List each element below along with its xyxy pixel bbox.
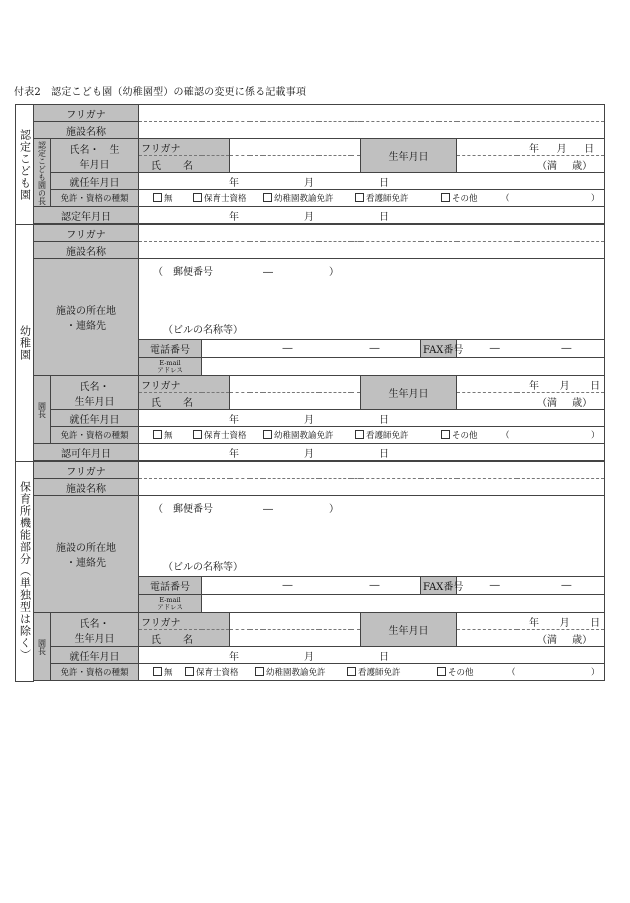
hoikusho-head-name-birth-label [51, 613, 139, 647]
month-text: 月 [559, 380, 570, 392]
hoikusho-email-field[interactable] [202, 595, 605, 613]
age-open-text: （満 [537, 160, 557, 172]
address-label-2: ・連絡先 [66, 321, 106, 332]
opt-youchien-text: 幼稚園教諭免許 [266, 668, 326, 678]
mei-text: 名 [183, 160, 193, 172]
nintei-head-name-birth-label [51, 139, 139, 173]
year-text: 年 [229, 448, 239, 460]
year-text: 年 [229, 211, 239, 223]
day-text: 日 [379, 448, 389, 460]
month-text: 月 [559, 617, 570, 629]
mei-text: 名 [183, 397, 193, 409]
opt-none-text: 無 [164, 431, 173, 441]
postal-row [153, 500, 339, 515]
facility-name-label: 施設名称 [34, 122, 139, 139]
youchien-facility-name-field[interactable] [139, 242, 605, 259]
address-label-1: 施設の所在地 [56, 306, 116, 317]
nintei-head-birthdate-field[interactable] [457, 139, 605, 156]
month-text: 月 [304, 177, 314, 189]
day-text: 日 [590, 380, 601, 392]
birth-label-text: 生年月日 [74, 396, 115, 408]
dash-text: ― [489, 343, 500, 355]
fax-label: FAX番号 [421, 577, 457, 595]
age-close-text: 歳） [572, 160, 593, 172]
license-type-label: 免許・資格の種類 [51, 427, 139, 444]
appointed-label: 就任年月日 [51, 173, 139, 190]
shi-text: 氏 [151, 160, 161, 172]
section-hoikusho-label: 保育所機能部分（単独型は除く） [16, 462, 34, 682]
opt-close-paren: ） [591, 431, 600, 441]
youchien-email-field[interactable] [202, 358, 605, 376]
hoikusho-furigana-field[interactable] [139, 462, 605, 479]
confirmation-change-form [15, 104, 605, 682]
dash-text: ― [282, 343, 293, 355]
opt-kango-text: 看護師免許 [366, 431, 409, 441]
year-text: 年 [229, 651, 239, 663]
opt-none-text: 無 [164, 668, 173, 678]
checkbox-icon [153, 193, 162, 202]
opt-kango[interactable] [355, 192, 441, 204]
opt-open-paren: （ [501, 431, 510, 441]
section-nintei-label: 認定こども園 [16, 105, 34, 225]
checkbox-icon [347, 667, 356, 676]
age-close-text: 歳） [572, 397, 593, 409]
checkbox-icon [255, 667, 264, 676]
email-label [139, 595, 202, 613]
postal-text: （ 郵便番号 [153, 267, 213, 278]
mei-text: 名 [183, 634, 193, 646]
checkbox-icon [437, 667, 446, 676]
opt-hoiku[interactable] [193, 429, 263, 441]
close-paren-text: ） [329, 267, 339, 278]
checkbox-icon [263, 193, 272, 202]
nintei-facility-name-field[interactable] [139, 122, 605, 139]
section-youchien-label: 幼稚園 [16, 225, 34, 462]
opt-other-text: その他 [448, 668, 474, 678]
year-text: 年 [529, 617, 539, 629]
dash-text: ― [489, 580, 500, 592]
age-open-text: （満 [537, 397, 557, 409]
checkbox-icon [441, 430, 450, 439]
close-paren-text: ） [329, 504, 339, 515]
hoikusho-head-furigana-field[interactable] [230, 613, 361, 630]
checkbox-icon [185, 667, 194, 676]
phone-label: 電話番号 [139, 577, 202, 595]
furigana-sub-label: フリガナ [139, 139, 230, 156]
opt-other[interactable] [441, 192, 501, 204]
name-label-text: 氏名・ 生 [69, 144, 120, 156]
youchien-appointed-date-field[interactable] [139, 410, 605, 427]
checkbox-icon [355, 430, 364, 439]
nintei-license-options [139, 190, 605, 207]
dash-text: ― [369, 343, 380, 355]
opt-youchien-text: 幼稚園教諭免許 [274, 431, 334, 441]
youchien-head-name-birth-label [51, 376, 139, 410]
name-label-text: 氏名・ [79, 618, 110, 630]
dash-text: ― [263, 267, 273, 278]
checkbox-icon [355, 193, 364, 202]
birthdate-label: 生年月日 [361, 139, 457, 173]
opt-kango[interactable] [347, 666, 437, 678]
ninka-date-label: 認可年月日 [34, 444, 139, 461]
opt-none[interactable] [153, 666, 185, 678]
nintei-date-field[interactable] [139, 207, 605, 224]
day-text: 日 [590, 617, 601, 629]
facility-name-label: 施設名称 [34, 242, 139, 259]
name-label-text: 氏名・ [79, 381, 110, 393]
furigana-sub-label: フリガナ [139, 376, 230, 393]
opt-hoiku-text: 保育士資格 [204, 431, 247, 441]
dash-text: ― [561, 580, 572, 592]
hoikusho-facility-name-field[interactable] [139, 479, 605, 496]
hoikusho-license-options [139, 664, 605, 681]
day-text: 日 [379, 177, 389, 189]
license-type-label: 免許・資格の種類 [51, 190, 139, 207]
checkbox-icon [263, 430, 272, 439]
year-text: 年 [229, 414, 239, 426]
furigana-sub-label: フリガナ [139, 613, 230, 630]
address-label-1: 施設の所在地 [56, 543, 116, 554]
opt-hoiku[interactable] [185, 666, 255, 678]
opt-close-paren: ） [591, 194, 600, 204]
age-close-text: 歳） [572, 634, 593, 646]
hoikusho-fax-field[interactable] [457, 577, 605, 595]
checkbox-icon [193, 193, 202, 202]
opt-hoiku-text: 保育士資格 [196, 668, 239, 678]
youchien-fax-field[interactable] [457, 340, 605, 358]
nintei-head-name-field[interactable] [230, 156, 361, 173]
opt-youchien[interactable] [263, 429, 355, 441]
dash-text: ― [369, 580, 380, 592]
year-text: 年 [529, 380, 539, 392]
postal-text: （ 郵便番号 [153, 504, 213, 515]
age-open-text: （満 [537, 634, 557, 646]
building-text: （ビルの名称等） [163, 325, 243, 337]
day-text: 日 [379, 414, 389, 426]
birthdate-label: 生年月日 [361, 613, 457, 647]
birth-label-text: 年月日 [79, 159, 110, 171]
nintei-head-label: 認定こども園の長 [34, 139, 51, 207]
opt-other-text: その他 [452, 194, 478, 204]
checkbox-icon [193, 430, 202, 439]
nintei-date-label: 認定年月日 [34, 207, 139, 224]
year-text: 年 [529, 143, 539, 155]
building-text: （ビルの名称等） [163, 562, 243, 574]
opt-kango-text: 看護師免許 [358, 668, 401, 678]
month-text: 月 [556, 143, 567, 155]
address-label-2: ・連絡先 [66, 558, 106, 569]
month-text: 月 [304, 211, 314, 223]
opt-kango[interactable] [355, 429, 441, 441]
opt-hoiku-text: 保育士資格 [204, 194, 247, 204]
furigana-label: フリガナ [34, 105, 139, 122]
opt-other[interactable] [441, 429, 501, 441]
opt-open-paren: （ [507, 668, 516, 678]
dash-text: ― [561, 343, 572, 355]
license-type-label: 免許・資格の種類 [51, 664, 139, 681]
youchien-head-name-field[interactable] [230, 393, 361, 410]
month-text: 月 [304, 651, 314, 663]
email-text-1: E-mail [159, 595, 181, 604]
birth-label-text: 生年月日 [74, 633, 115, 645]
ninka-date-field[interactable] [139, 444, 605, 461]
postal-row [153, 263, 339, 278]
youchien-head-label: 園長 [34, 376, 51, 444]
address-label [34, 496, 139, 613]
appointed-label: 就任年月日 [51, 410, 139, 427]
form-title: 付表2 認定こども園（幼稚園型）の確認の変更に係る記載事項 [14, 87, 307, 98]
shimei-sub-label [139, 393, 230, 410]
hoikusho-head-label: 園長 [34, 613, 51, 681]
email-text-1: E-mail [159, 358, 181, 367]
year-text: 年 [229, 177, 239, 189]
checkbox-icon [153, 430, 162, 439]
day-text: 日 [584, 143, 595, 155]
youchien-phone-field[interactable] [202, 340, 421, 358]
hoikusho-head-name-field[interactable] [230, 630, 361, 647]
youchien-head-age-field[interactable] [457, 393, 605, 410]
youchien-address-field[interactable] [139, 259, 605, 340]
email-label [139, 358, 202, 376]
opt-youchien[interactable] [263, 192, 355, 204]
facility-name-label: 施設名称 [34, 479, 139, 496]
checkbox-icon [441, 193, 450, 202]
shi-text: 氏 [151, 397, 161, 409]
shimei-sub-label [139, 630, 230, 647]
day-text: 日 [379, 211, 389, 223]
opt-none[interactable] [153, 429, 193, 441]
nintei-furigana-field[interactable] [139, 105, 605, 122]
appointed-label: 就任年月日 [51, 647, 139, 664]
birthdate-label: 生年月日 [361, 376, 457, 410]
hoikusho-head-age-field[interactable] [457, 630, 605, 647]
youchien-head-birthdate-field[interactable] [457, 376, 605, 393]
shi-text: 氏 [151, 634, 161, 646]
hoikusho-appointed-date-field[interactable] [139, 647, 605, 664]
month-text: 月 [304, 414, 314, 426]
dash-text: ― [282, 580, 293, 592]
dash-text: ― [263, 504, 273, 515]
email-text-2: アドレス [157, 602, 183, 611]
shimei-sub-label [139, 156, 230, 173]
opt-other-text: その他 [452, 431, 478, 441]
opt-youchien[interactable] [255, 666, 347, 678]
phone-label: 電話番号 [139, 340, 202, 358]
youchien-head-furigana-field[interactable] [230, 376, 361, 393]
nintei-head-furigana-field[interactable] [230, 139, 361, 156]
opt-open-paren: （ [501, 194, 510, 204]
day-text: 日 [379, 651, 389, 663]
email-text-2: アドレス [157, 365, 183, 374]
opt-hoiku[interactable] [193, 192, 263, 204]
checkbox-icon [153, 667, 162, 676]
opt-none-text: 無 [164, 194, 173, 204]
hoikusho-phone-field[interactable] [202, 577, 421, 595]
month-text: 月 [304, 448, 314, 460]
address-label [34, 259, 139, 376]
nintei-head-age-field[interactable] [457, 156, 605, 173]
hoikusho-head-birthdate-field[interactable] [457, 613, 605, 630]
hoikusho-address-field[interactable] [139, 496, 605, 577]
youchien-furigana-field[interactable] [139, 225, 605, 242]
nintei-appointed-date-field[interactable] [139, 173, 605, 190]
youchien-license-options [139, 427, 605, 444]
fax-label: FAX番号 [421, 340, 457, 358]
opt-youchien-text: 幼稚園教諭免許 [274, 194, 334, 204]
furigana-label: フリガナ [34, 462, 139, 479]
opt-other[interactable] [437, 666, 507, 678]
opt-none[interactable] [153, 192, 193, 204]
opt-close-paren: ） [591, 668, 600, 678]
furigana-label: フリガナ [34, 225, 139, 242]
opt-kango-text: 看護師免許 [366, 194, 409, 204]
